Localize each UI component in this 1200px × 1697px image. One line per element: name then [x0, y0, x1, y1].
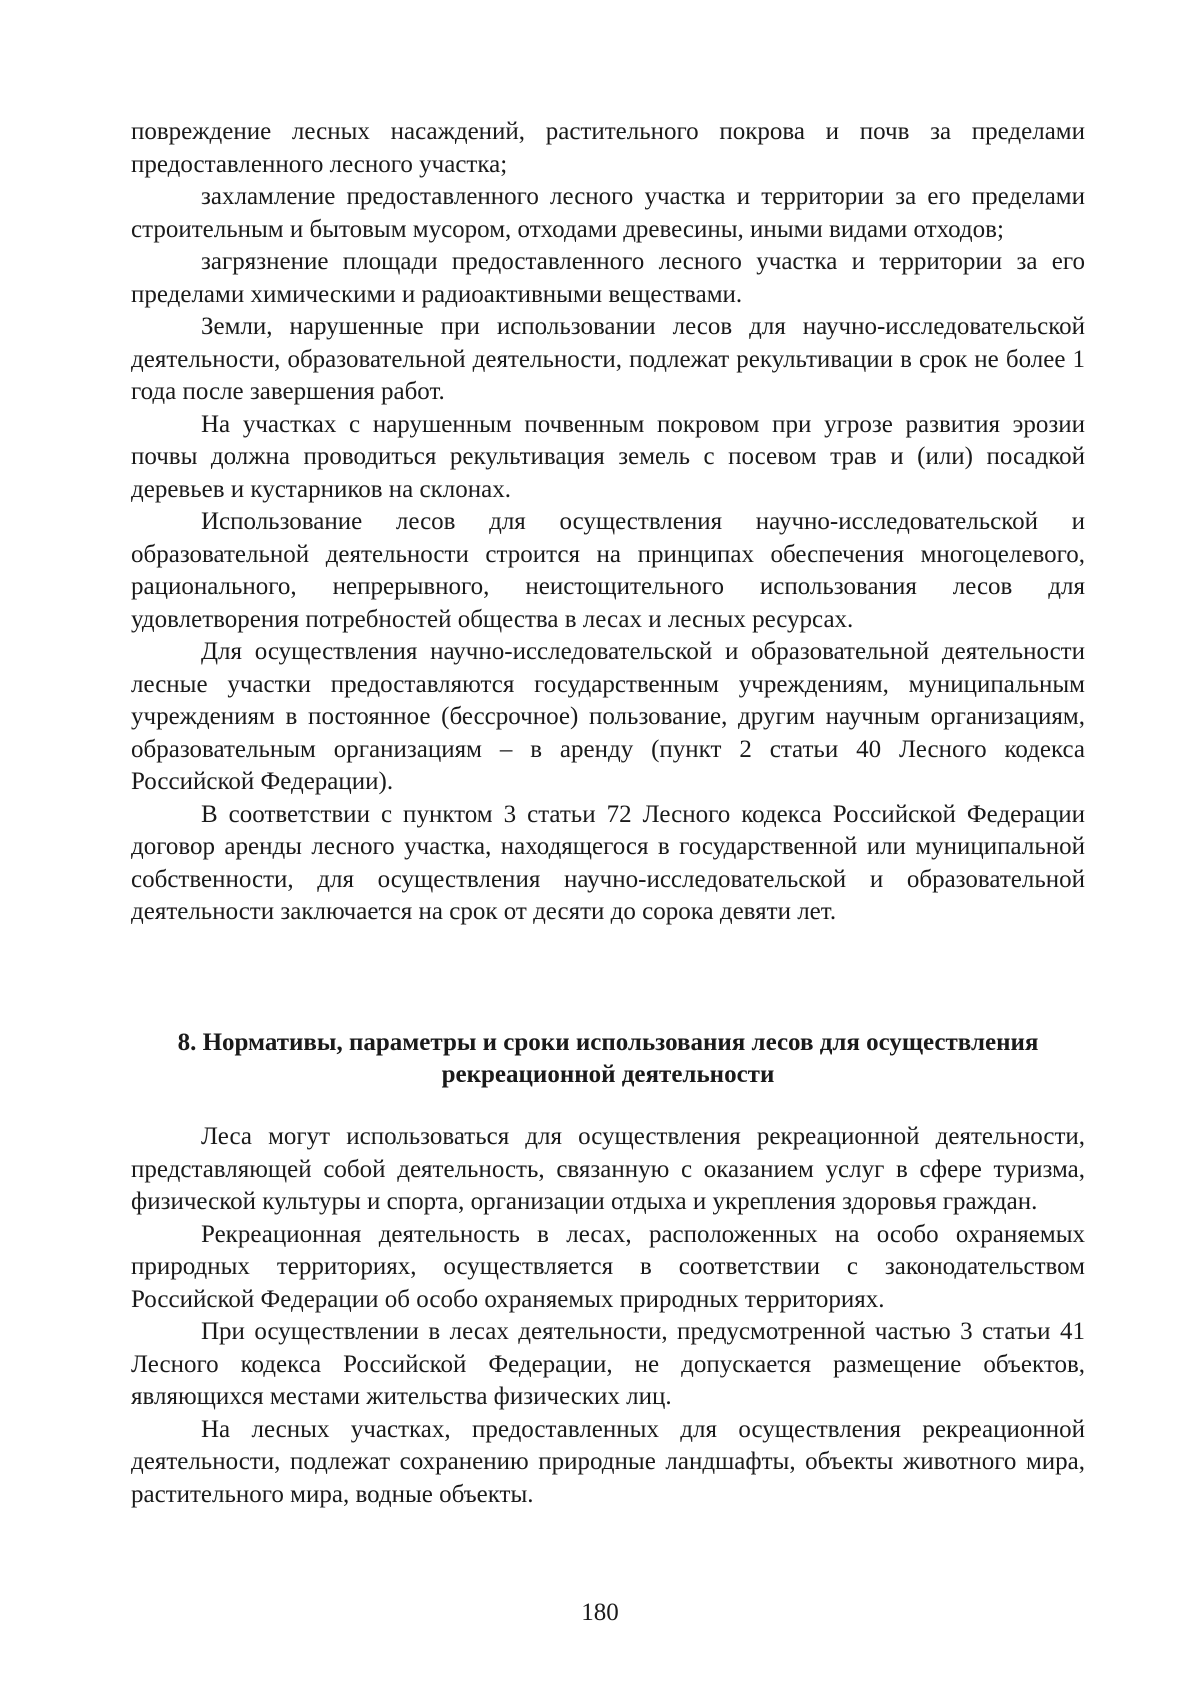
paragraph: захламление предоставленного лесного участка и территории за его пределами строительным и бытовым мусором, отходами древесины, иными видами отходов; [131, 183, 1085, 243]
paragraph: Для осуществления научно-исследовательской и образовательной деятельности лесные участки предоставляются государственным учреждениям, муниципальным учреждениям в постоянное (бессрочное) пользование, другим научным организациям, образовательным организациям – в аренду (пункт 2 статьи 40 Лесного кодекса Российской Федерации). [131, 638, 1085, 795]
paragraph: Использование лесов для осуществления научно-исследовательской и образовательной деятельности строится на принципах обеспечения многоцелевого, рационального, непрерывного, неистощительного использования лесов для удовлетворения потребностей общества в лесах и лесных ресурсах. [131, 508, 1085, 633]
paragraph: В соответствии с пунктом 3 статьи 72 Лесного кодекса Российской Федерации договор аренды лесного участка, находящегося в государственной или муниципальной собственности, для осуществления научно-исследовательской и образовательной деятельности заключается на срок от десяти до сорока девяти лет. [131, 800, 1085, 925]
page-number: 180 [581, 1599, 619, 1626]
body-text-top [131, 116, 1085, 929]
paragraph: Леса могут использоваться для осуществления рекреационной деятельности, представляющей собой деятельность, связанную с оказанием услуг в сфере туризма, физической культуры и спорта, организации отдыха и укрепления здоровья граждан. [131, 1123, 1085, 1215]
section-heading-line-1: 8. Нормативы, параметры и сроки использования лесов для осуществления [177, 1029, 1039, 1056]
paragraph: повреждение лесных насаждений, растительного покрова и почв за пределами предоставленного лесного участка; [131, 118, 1085, 178]
paragraph: Рекреационная деятельность в лесах, расположенных на особо охраняемых природных территориях, осуществляется в соответствии с законодательством Российской Федерации об особо охраняемых природных территориях. [131, 1220, 1085, 1313]
paragraph: На лесных участках, предоставленных для осуществления рекреационной деятельности, подлежат сохранению природные ландшафты, объекты животного мира, растительного мира, водные объекты. [131, 1415, 1085, 1508]
section-heading [131, 1027, 1085, 1091]
body-text-bottom [131, 1121, 1085, 1511]
section-heading-line-2: рекреационной деятельности [441, 1061, 775, 1088]
paragraph: На участках с нарушенным почвенным покровом при угрозе развития эрозии почвы должна проводиться рекультивация земель с посевом трав и (или) посадкой деревьев и кустарников на склонах. [131, 410, 1085, 503]
paragraph: загрязнение площади предоставленного лесного участка и территории за его пределами химическими и радиоактивными веществами. [131, 248, 1085, 308]
paragraph: При осуществлении в лесах деятельности, предусмотренной частью 3 статьи 41 Лесного кодекса Российской Федерации, не допускается размещение объектов, являющихся местами жительства физических лиц. [131, 1318, 1085, 1410]
paragraph: Земли, нарушенные при использовании лесов для научно-исследовательской деятельности, образовательной деятельности, подлежат рекультивации в срок не более 1 года после завершения работ. [131, 313, 1085, 405]
